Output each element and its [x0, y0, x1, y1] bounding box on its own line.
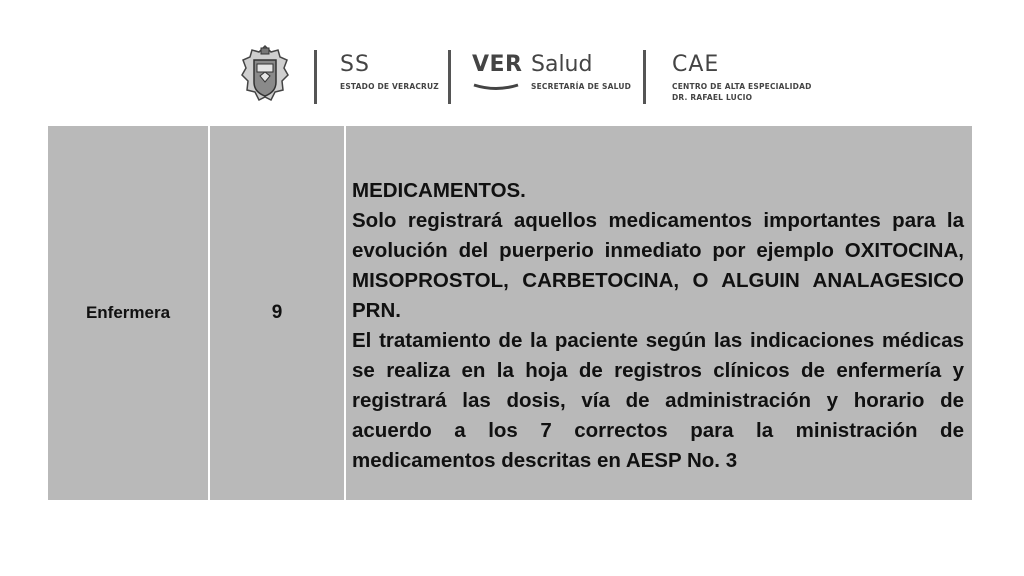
table-row — [47, 125, 973, 501]
coat-of-arms-icon — [238, 44, 292, 104]
salud-logo-title: Salud — [531, 52, 593, 77]
responsible-cell: Enfermera — [47, 125, 209, 501]
ver-swoosh-icon — [472, 82, 520, 92]
salud-logo-subtitle: SECRETARÍA DE SALUD — [531, 82, 632, 91]
description-paragraph: El tratamiento de la paciente según las indicaciones médicas se realiza en la hoja de registros clínicos de enfermería y registrará las dosis, vía de administración y horario de acuerdo a los 7 correctos para la ministración de medicamentos descritas en AESP No. 3 — [352, 329, 964, 472]
cae-subtitle-line: CENTRO DE ALTA ESPECIALIDAD — [672, 82, 812, 91]
procedure-table — [46, 124, 974, 502]
logo-divider — [314, 50, 317, 104]
ver-logo-title: VER — [472, 52, 523, 77]
header-logos — [0, 40, 1024, 110]
logo-divider — [448, 50, 451, 104]
description-title: MEDICAMENTOS. — [352, 179, 526, 202]
step-number-cell: 9 — [209, 125, 345, 501]
description-cell — [345, 125, 973, 501]
logo-divider — [643, 50, 646, 104]
description-paragraph: Solo registrará aquellos medicamentos importantes para la evolución del puerperio inmediato por ejemplo OXITOCINA, MISOPROSTOL, CARBETOCINA, O ALGUIN ANALAGESICO PRN. — [352, 209, 964, 322]
cae-logo-subtitle — [672, 81, 812, 103]
ss-logo-title: SS — [340, 52, 370, 77]
cae-subtitle-line: DR. RAFAEL LUCIO — [672, 93, 753, 102]
cae-logo-title: CAE — [672, 52, 720, 77]
ss-logo-subtitle: ESTADO DE VERACRUZ — [340, 82, 439, 91]
